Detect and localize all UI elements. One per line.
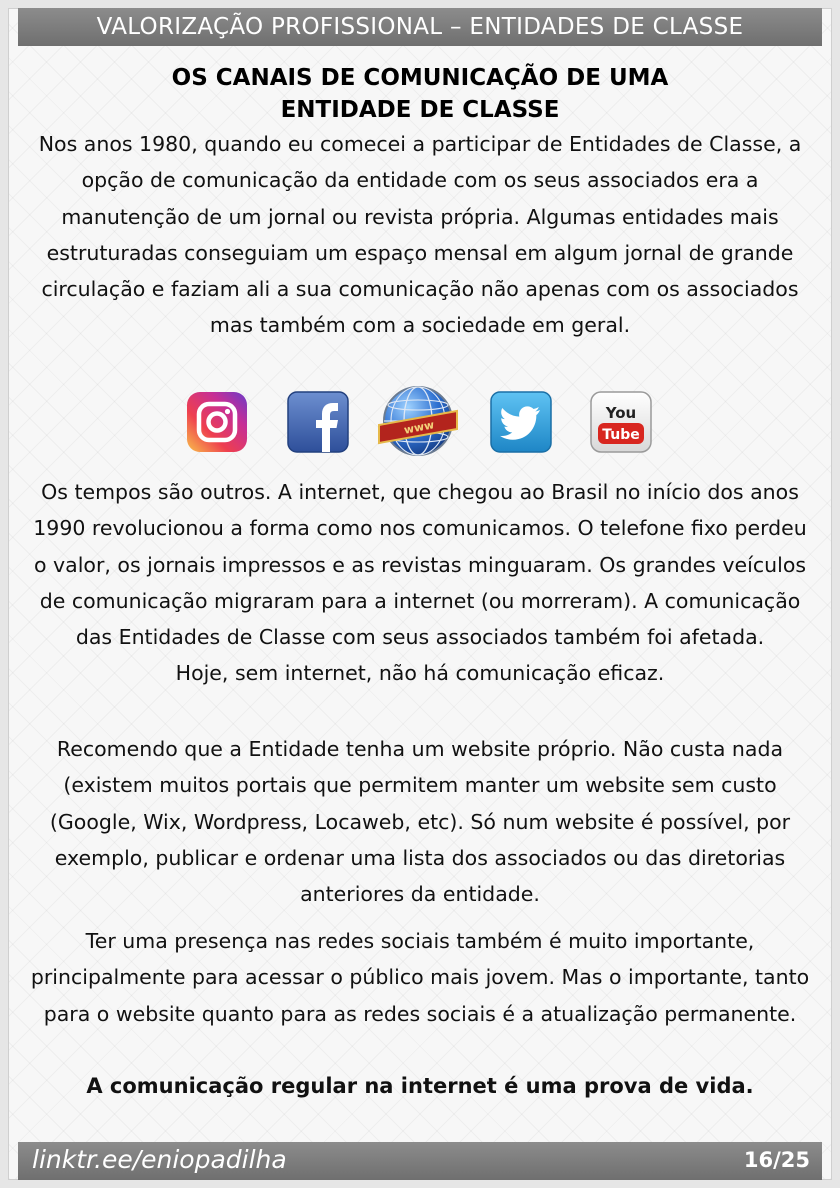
footer-bar — [18, 1142, 822, 1180]
instagram-icon — [186, 391, 248, 453]
www-label: www — [402, 418, 436, 437]
footer-link[interactable]: linktr.ee/eniopadilha — [32, 1145, 287, 1174]
header-bar — [18, 8, 822, 46]
social-icons-row — [0, 385, 840, 461]
paragraph-2-closing: Hoje, sem internet, não há comunicação eficaz. — [175, 661, 665, 686]
www-globe-icon — [378, 385, 458, 461]
facebook-icon — [287, 391, 349, 453]
youtube-you-text: You — [605, 404, 637, 422]
article-title-line1: OS CANAIS DE COMUNICAÇÃO DE UMA — [171, 65, 669, 91]
paragraph-4: Ter uma presença nas redes sociais também é muito importante, principalmente para acessar o público mais jovem. Mas o importante, tanto para o website quanto para as redes sociais é a atualização permanente. — [30, 929, 810, 1026]
youtube-tube-text: Tube — [602, 427, 640, 443]
conclusion-text: A comunicação regular na internet é uma prova de vida. — [86, 1074, 754, 1098]
youtube-icon — [590, 391, 652, 453]
paragraph-1: Nos anos 1980, quando eu comecei a participar de Entidades de Classe, a opção de comunicação da entidade com os seus associados era a manutenção de um jornal ou revista própria. Algumas entidades mais estruturadas conseguiam um espaço mensal em algum jornal de grande circulação e faziam ali a sua comunicação não apenas com os associados mas também com a sociedade em geral. — [38, 132, 802, 338]
page-number: 16/25 — [743, 1148, 810, 1172]
article-title — [40, 62, 800, 126]
twitter-icon — [490, 391, 552, 453]
paragraph-2-text: Os tempos são outros. A internet, que chegou ao Brasil no início dos anos 1990 revolucionou a forma como nos comunicamos. O telefone fixo perdeu o valor, os jornais impressos e as revistas minguaram. Os grandes veículos de comunicação migraram para a internet (ou morreram). A comunicação das Entidades de Classe com seus associados também foi afetada. — [33, 480, 807, 650]
paragraph-3: Recomendo que a Entidade tenha um website próprio. Não custa nada (existem muitos portais que permitem manter um website sem custo (Google, Wix, Wordpress, Locaweb, etc). Só num website é possível, por exemplo, publicar e ordenar uma lista dos associados ou das diretorias anteriores da entidade. — [49, 737, 791, 907]
header-title: VALORIZAÇÃO PROFISSIONAL – ENTIDADES DE CLASSE — [96, 14, 744, 40]
paragraph-2 — [28, 474, 812, 692]
article-title-line2: ENTIDADE DE CLASSE — [280, 97, 560, 123]
